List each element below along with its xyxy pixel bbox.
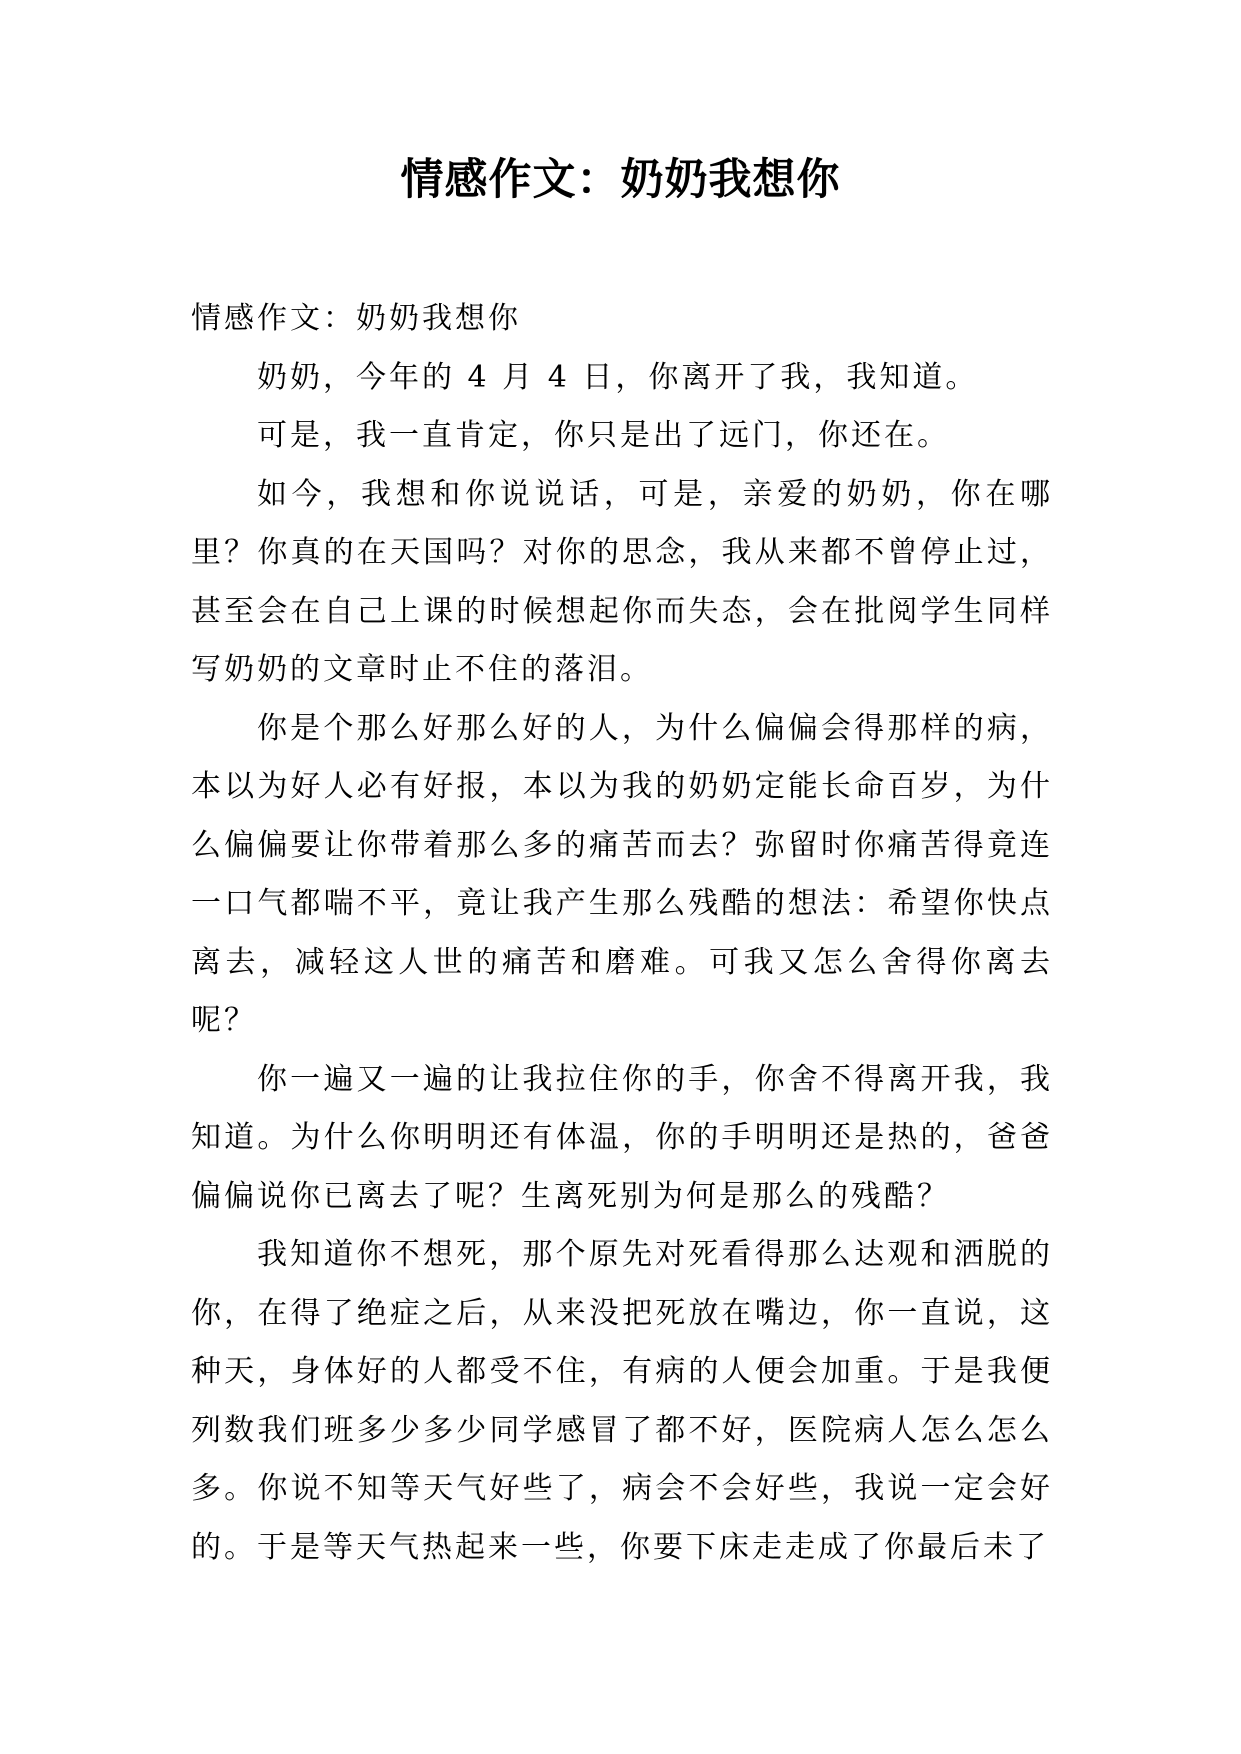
paragraph-5: 你一遍又一遍的让我拉住你的手，你舍不得离开我，我知道。为什么你明明还有体温，你的手明明还是热的，爸爸偏偏说你已离去了呢？生离死别为何是那么的残酷？ — [191, 1061, 1053, 1214]
paragraph-4: 你是个那么好那么好的人，为什么偏偏会得那样的病，本以为好人必有好报，本以为我的奶奶定能长命百岁，为什么偏偏要让你带着那么多的痛苦而去？弥留时你痛苦得竟连一口气都喘不平，竟让我产生那么残酷的想法：希望你快点离去，减轻这人世的痛苦和磨难。可我又怎么舍得你离去呢？ — [191, 710, 1053, 1038]
document-body — [191, 290, 1053, 1577]
paragraph-6: 我知道你不想死，那个原先对死看得那么达观和洒脱的你，在得了绝症之后，从来没把死放在嘴边，你一直说，这种天，身体好的人都受不住，有病的人便会加重。于是我便列数我们班多少多少同学感冒了都不好，医院病人怎么怎么多。你说不知等天气好些了，病会不会好些，我说一定会好的。于是等天气热起来一些，你要下床走走成了你最后未了 — [191, 1237, 1053, 1565]
paragraph-1: 奶奶，今年的 4 月 4 日，你离开了我，我知道。 — [257, 359, 979, 395]
paragraph-3: 如今，我想和你说说话，可是，亲爱的奶奶，你在哪里？你真的在天国吗？对你的思念，我从来都不曾停止过，甚至会在自己上课的时候想起你而失态，会在批阅学生同样写奶奶的文章时止不住的落泪。 — [191, 476, 1053, 687]
document-title: 情感作文：奶奶我想你 — [400, 155, 841, 205]
body-heading-line: 情感作文：奶奶我想你 — [191, 301, 521, 336]
paragraph-2: 可是，我一直肯定，你只是出了远门，你还在。 — [257, 418, 950, 453]
